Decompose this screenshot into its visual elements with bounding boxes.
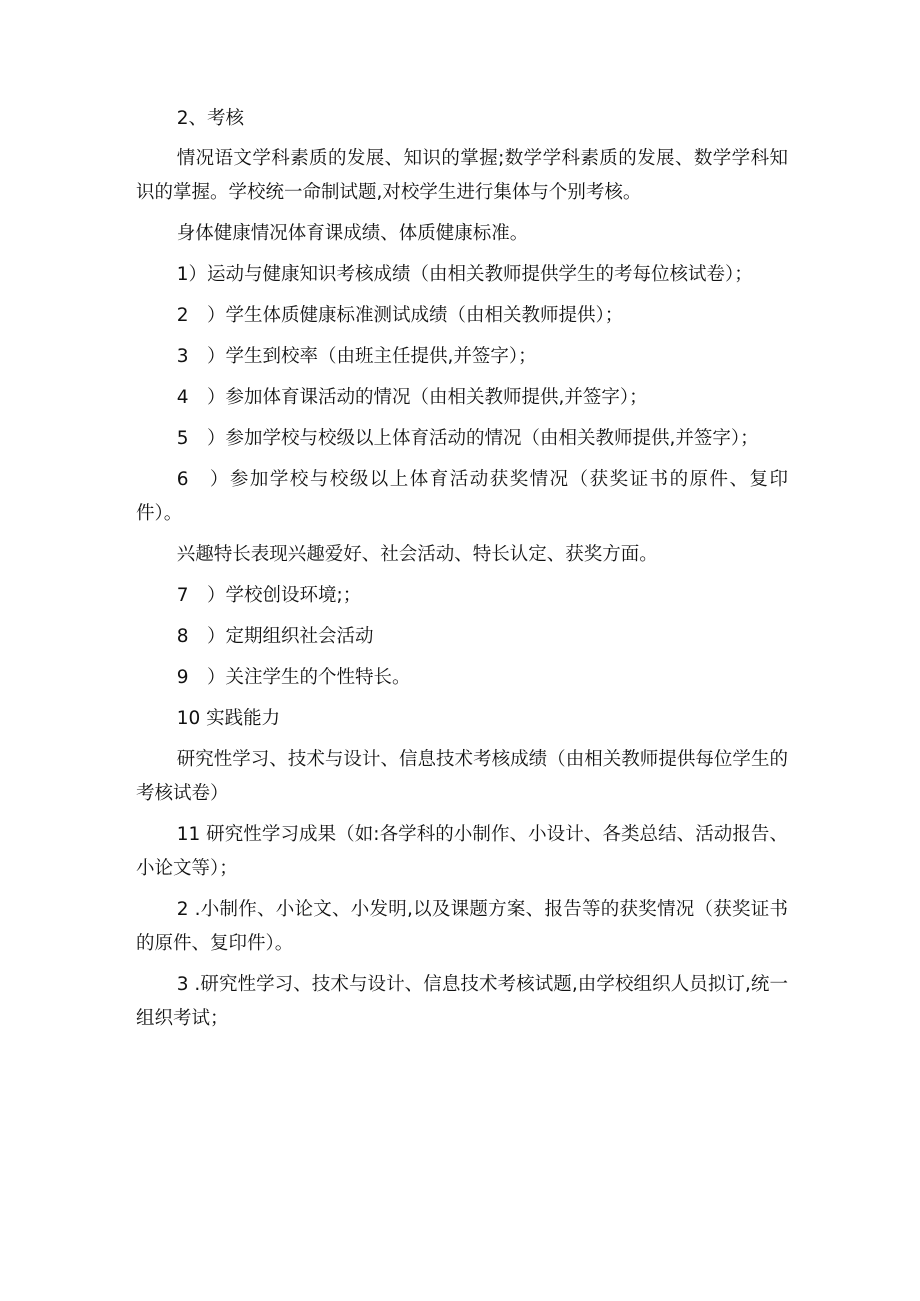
- list-item-11: 11 研究性学习成果（如:各学科的小制作、小设计、各类总结、活动报告、小论文等）；: [136, 824, 788, 879]
- list-item-1: 1）运动与健康知识考核成绩（由相关教师提供学生的考每位核试卷）；: [176, 264, 753, 285]
- list-item-6: 6 ）参加学校与校级以上体育活动获奖情况（获奖证书的原件、复印件）。: [136, 469, 788, 524]
- paragraph-research-learning: 研究性学习、技术与设计、信息技术考核成绩（由相关教师提供每位学生的考核试卷）: [136, 749, 788, 804]
- list-item-2: 2 ）学生体质健康标准测试成绩（由相关教师提供）；: [176, 305, 624, 326]
- list-item-7: 7 ）学校创设环境;；: [176, 585, 362, 606]
- list-item-9: 9 ）关注学生的个性特长。: [176, 667, 411, 688]
- list-item-8: 8 ）定期组织社会活动: [176, 626, 374, 647]
- paragraph-interests: 兴趣特长表现兴趣爱好、社会活动、特长认定、获奖方面。: [176, 544, 658, 565]
- document-body: [136, 102, 788, 1036]
- list-item-4: 4 ）参加体育课活动的情况（由相关教师提供,并签字）；: [176, 387, 648, 408]
- list-item-10-practice: 10 实践能力: [176, 708, 281, 729]
- list-item-exam: 3 .研究性学习、技术与设计、信息技术考核试题,由学校组织人员拟订,统一组织考试；: [136, 974, 788, 1029]
- list-item-5: 5 ）参加学校与校级以上体育活动的情况（由相关教师提供,并签字）；: [176, 428, 759, 449]
- list-item-awards: 2 .小制作、小论文、小发明,以及课题方案、报告等的获奖情况（获奖证书的原件、复印件）。: [136, 899, 788, 954]
- paragraph-physical-health: 身体健康情况体育课成绩、体质健康标准。: [176, 223, 529, 244]
- section-heading-assessment: 2、考核: [176, 108, 244, 129]
- paragraph-academic-assessment: 情况语文学科素质的发展、知识的掌握;数学学科素质的发展、数学学科知识的掌握。学校统一命制试题,对校学生进行集体与个别考核。: [136, 148, 788, 203]
- list-item-3: 3 ）学生到校率（由班主任提供,并签字）；: [176, 346, 537, 367]
